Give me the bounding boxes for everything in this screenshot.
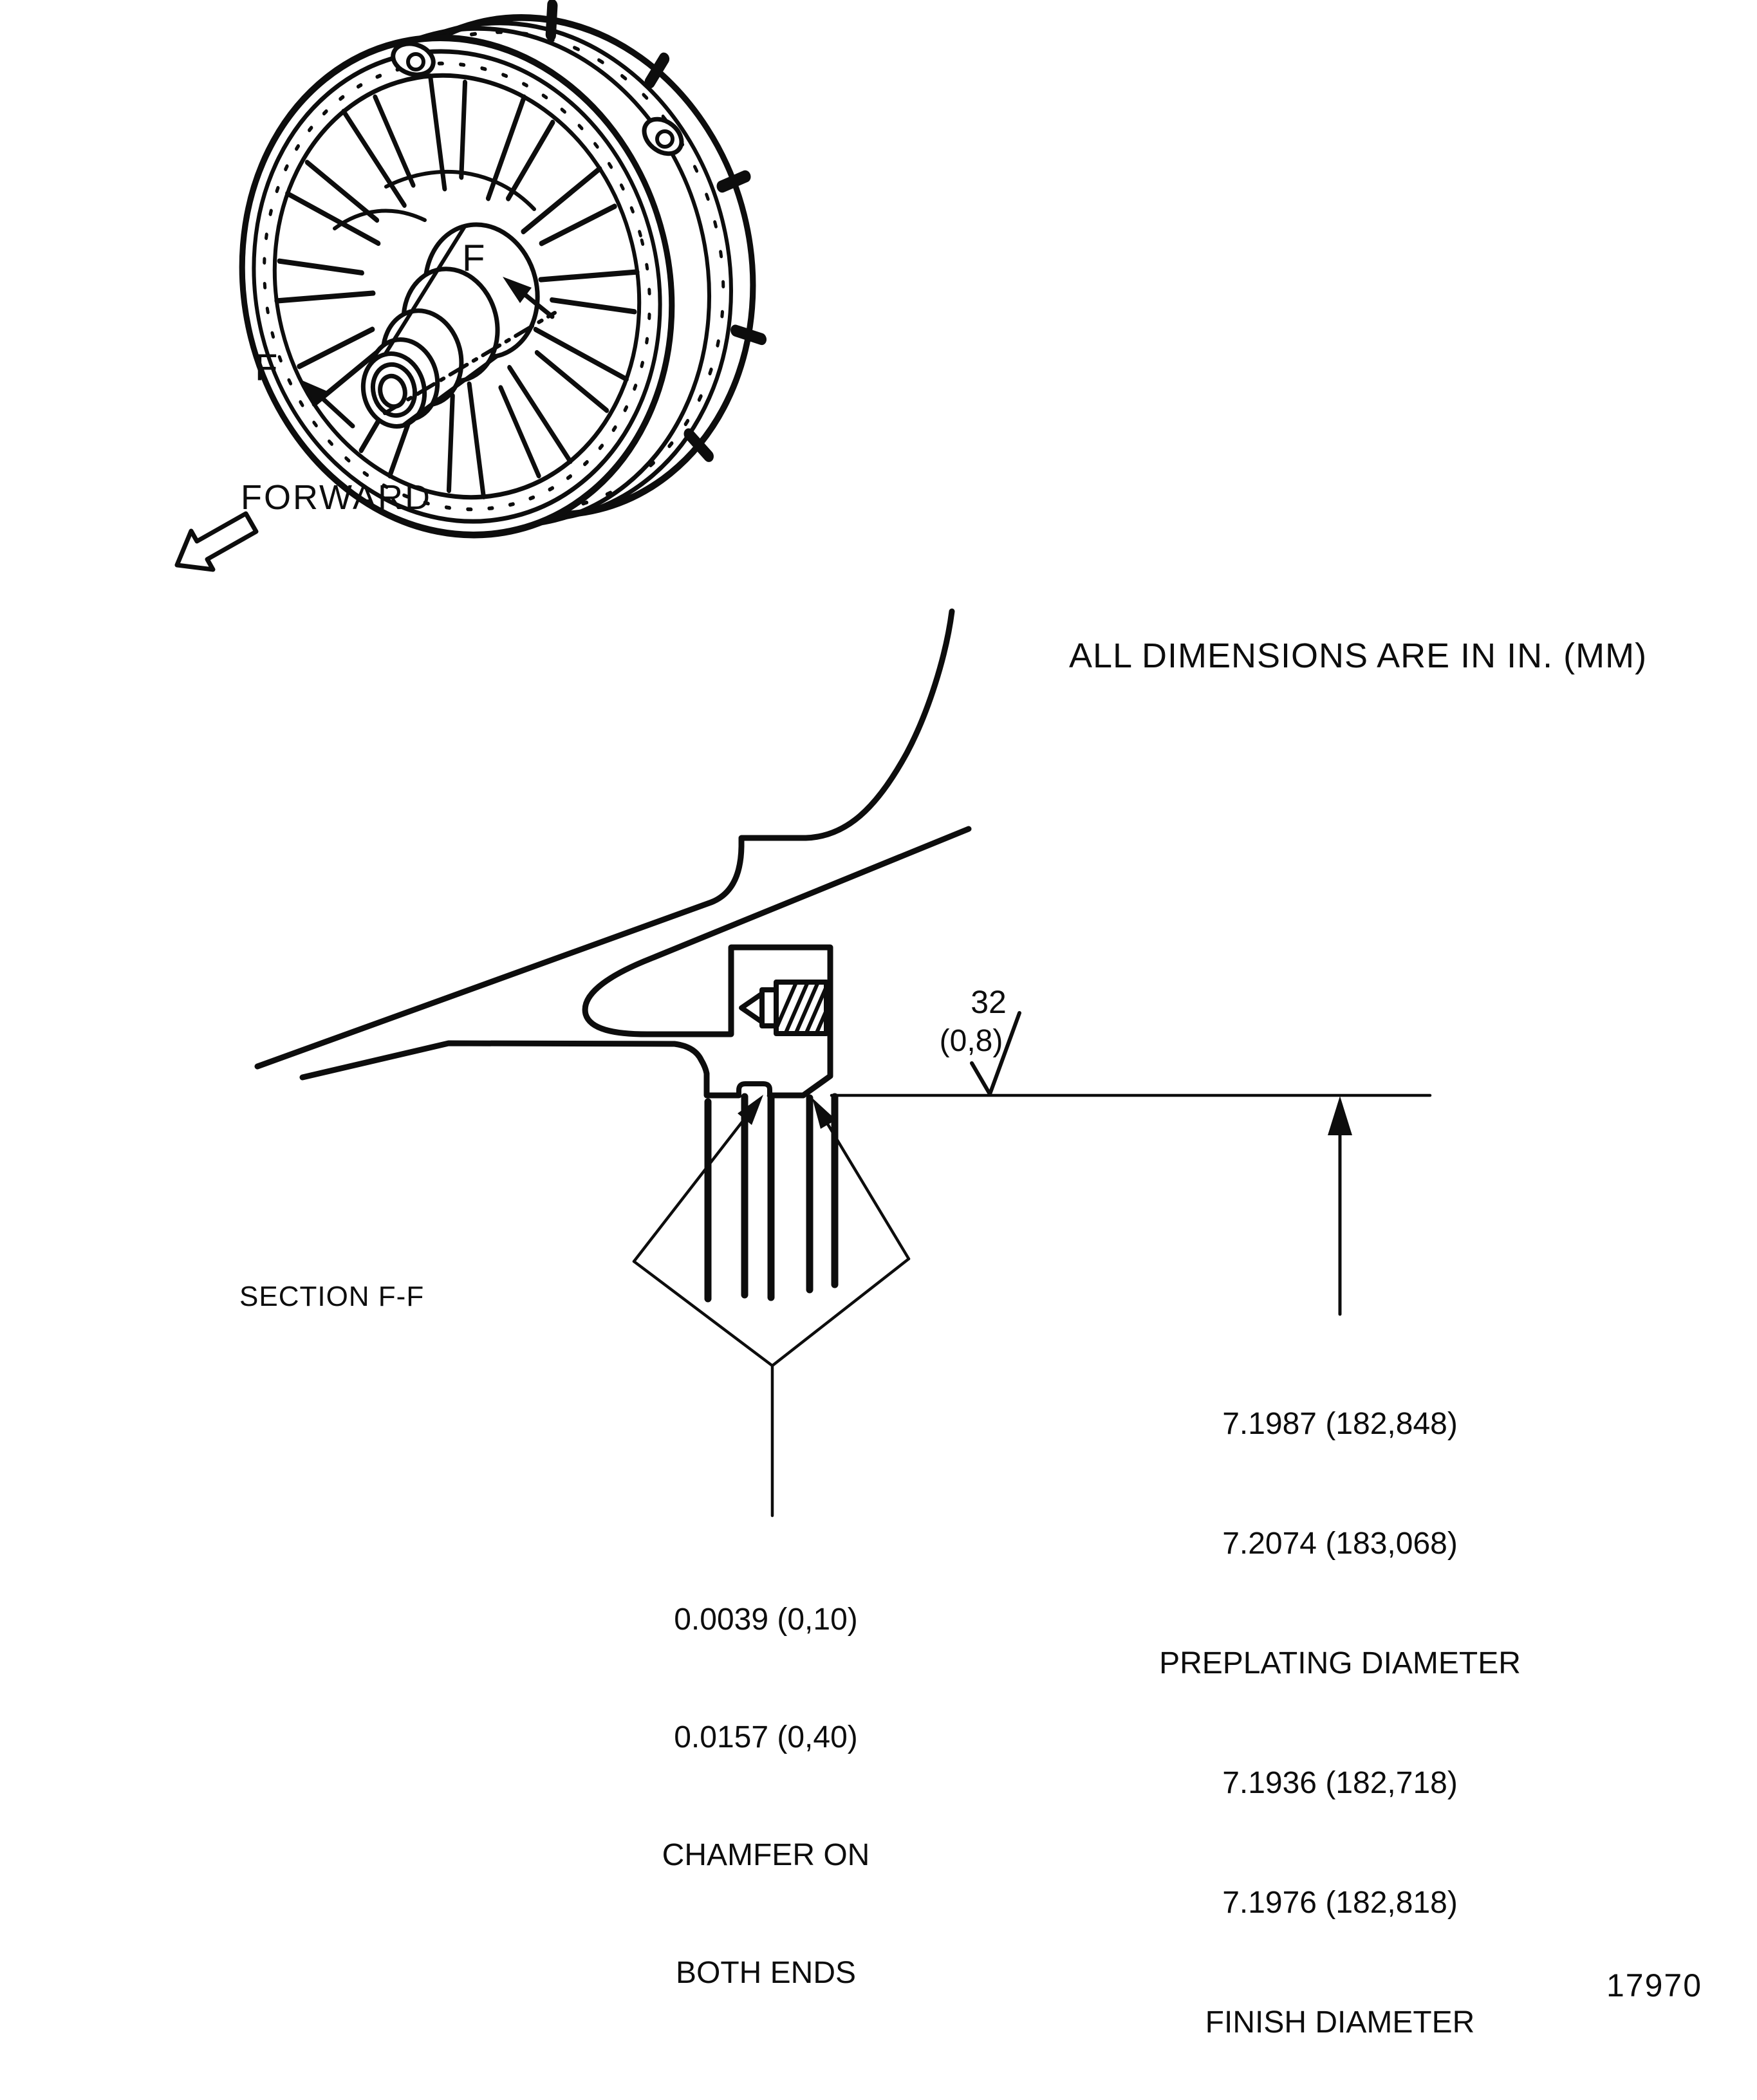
section-view-label: SECTION F-F: [239, 1281, 425, 1312]
chamfer-note-line: 0.0157 (0,40): [674, 1720, 858, 1754]
chamfer-note-line: 0.0039 (0,10): [674, 1603, 858, 1637]
diameter-note-line: 7.1976 (182,818): [1222, 1886, 1458, 1920]
forward-label: FORWARD: [241, 478, 432, 517]
diameter-leader-arrow: [1328, 1096, 1352, 1314]
diameter-note-line: 7.1987 (182,848): [1222, 1407, 1458, 1441]
surface-finish-value-mm: (0,8): [939, 1024, 1003, 1058]
diameter-note-line: 7.2074 (183,068): [1222, 1527, 1458, 1561]
view-arrow-label-upper: F: [462, 237, 485, 279]
duct-outer-wall: [257, 611, 952, 1066]
diameter-note-line: PREPLATING DIAMETER: [1159, 1646, 1521, 1680]
figure-number: 17970: [1606, 1967, 1703, 2003]
chamfer-note: [578, 1521, 954, 2071]
forward-arrow: [177, 514, 256, 570]
flange-profile: [302, 1043, 803, 1095]
diameter-note-line: FINISH DIAMETER: [1205, 2005, 1475, 2040]
chamfer-note-line: CHAMFER ON: [662, 1838, 870, 1872]
set-screw: [741, 978, 839, 1040]
units-note: ALL DIMENSIONS ARE IN IN. (MM): [1068, 637, 1648, 675]
shaft-spline-lines: [708, 1097, 835, 1299]
view-arrow-label-lower: F: [255, 347, 278, 389]
diameter-note: [1126, 1324, 1554, 2100]
chamfer-note-line: BOTH ENDS: [675, 1956, 857, 1990]
surface-finish-value-in: 32: [971, 984, 1007, 1020]
diameter-note-line: 7.1936 (182,718): [1222, 1766, 1458, 1800]
